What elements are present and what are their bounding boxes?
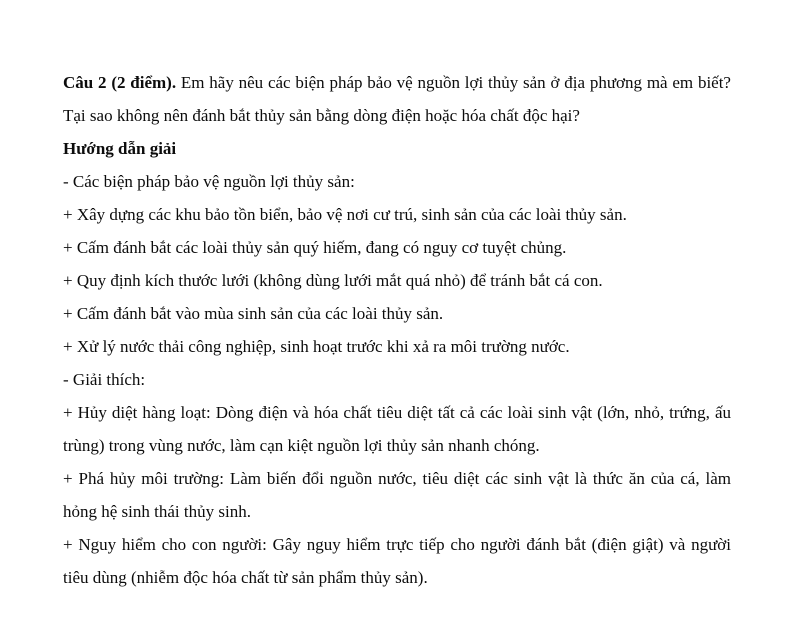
- solution-line: + Nguy hiểm cho con người: Gây nguy hiểm trực tiếp cho người đánh bắt (điện giật) và người tiêu dùng (nhiễm độc hóa chất từ sản phẩm thủy sản).: [63, 535, 731, 587]
- solution-line: - Các biện pháp bảo vệ nguồn lợi thủy sản:: [63, 172, 355, 191]
- question-paragraph: [63, 66, 731, 132]
- solution-heading: Hướng dẫn giải: [63, 139, 177, 158]
- solution-line: + Cấm đánh bắt vào mùa sinh sản của các loài thủy sản.: [63, 304, 444, 323]
- solution-line: + Xây dựng các khu bảo tồn biển, bảo vệ nơi cư trú, sinh sản của các loài thủy sản.: [63, 205, 627, 224]
- solution-line: + Xử lý nước thải công nghiệp, sinh hoạt trước khi xả ra môi trường nước.: [63, 337, 570, 356]
- solution-line: + Cấm đánh bắt các loài thủy sản quý hiếm, đang có nguy cơ tuyệt chủng.: [63, 238, 567, 257]
- document-content: [63, 66, 731, 594]
- solution-line: + Hủy diệt hàng loạt: Dòng điện và hóa chất tiêu diệt tất cả các loài sinh vật (lớn, nhỏ, trứng, ấu trùng) trong vùng nước, làm cạn kiệt nguồn lợi thủy sản nhanh chóng.: [63, 403, 731, 455]
- solution-line: + Phá hủy môi trường: Làm biến đổi nguồn nước, tiêu diệt các sinh vật là thức ăn của cá, làm hỏng hệ sinh thái thủy sinh.: [63, 469, 731, 521]
- solution-line: + Quy định kích thước lưới (không dùng lưới mắt quá nhỏ) để tránh bắt cá con.: [63, 271, 603, 290]
- question-text: Em hãy nêu các biện pháp bảo vệ nguồn lợi thủy sản ở địa phương mà em biết? Tại sao không nên đánh bắt thủy sản bằng dòng điện hoặc hóa chất độc hại?: [63, 73, 731, 125]
- question-label: Câu 2 (2 điểm).: [63, 73, 177, 92]
- solution-line: - Giải thích:: [63, 370, 146, 389]
